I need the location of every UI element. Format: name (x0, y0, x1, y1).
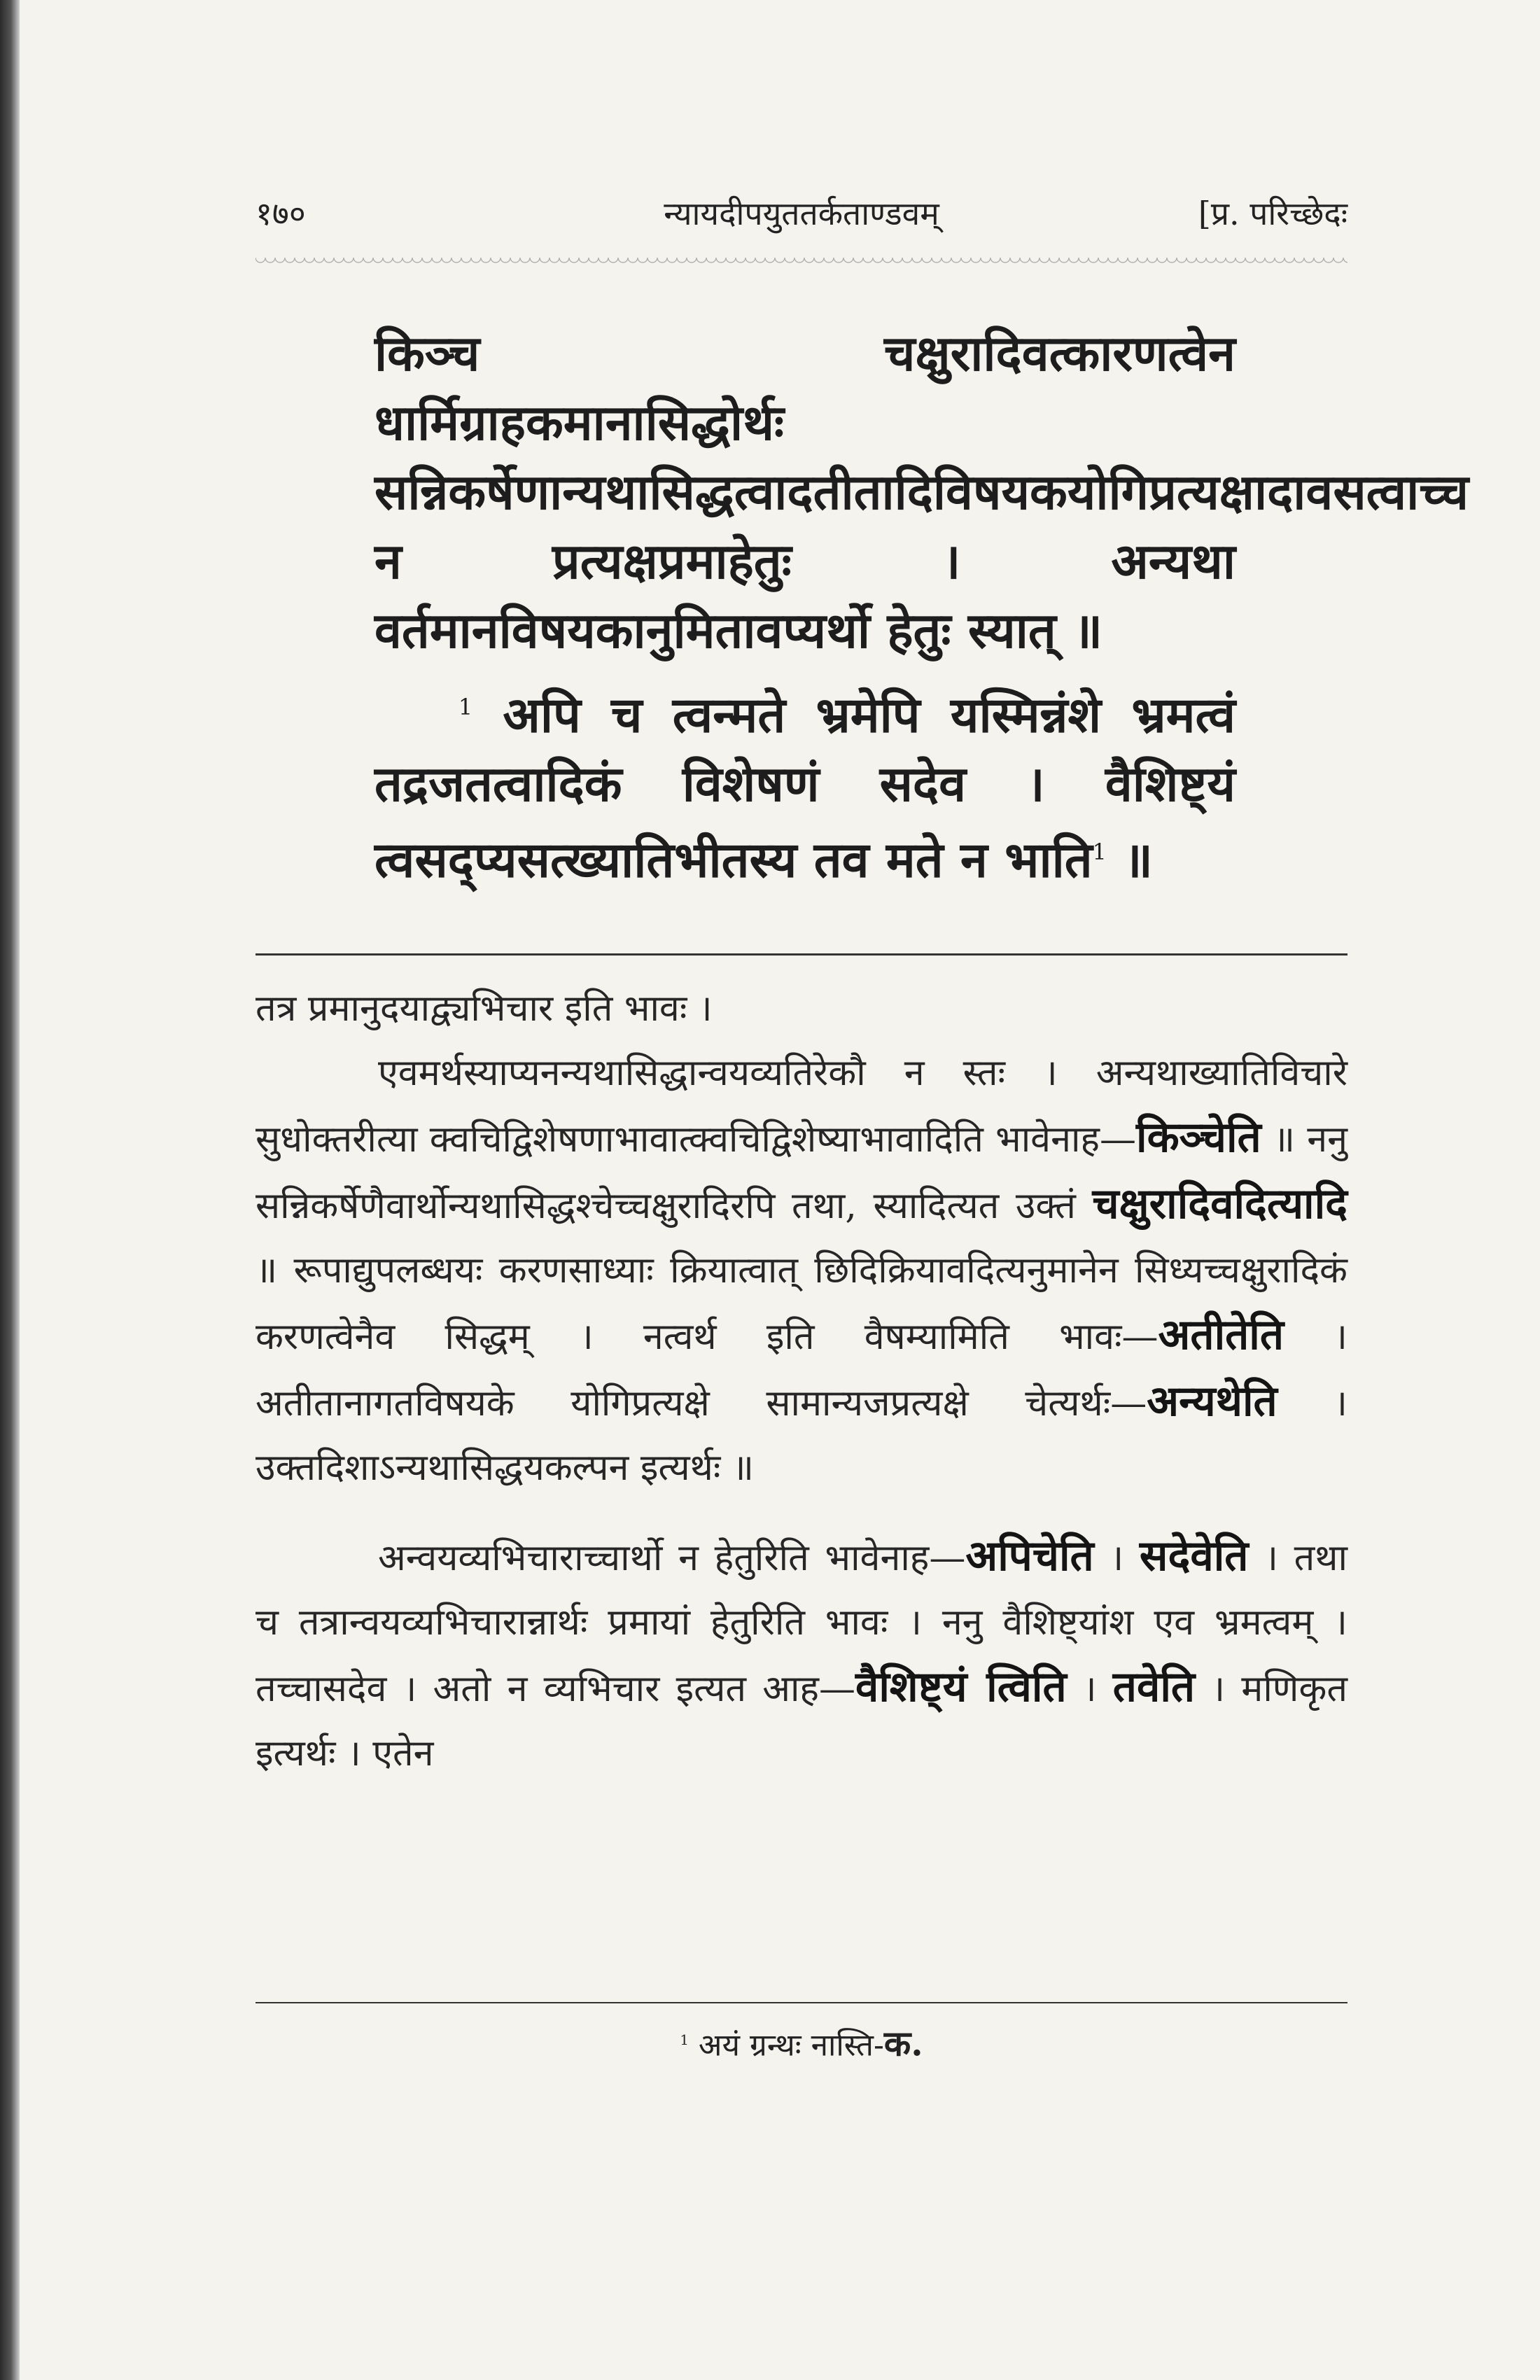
root-text-paragraph-2-body: अपि च त्वन्मते भ्रमेपि यस्मिन्नंशे भ्रमत्वं तद्रजतत्वादिकं विशेषणं सदेव । वैशिष्ट्यं त्वसद्प्यसत्ख्यातिभीतस्य तव मते न भाति (374, 685, 1236, 889)
commentary-text: । मणिकृत इत्यर्थः । एतेन (255, 1668, 1348, 1774)
commentary-text: । (1093, 1537, 1140, 1579)
pratika-cakshuradi: चक्षुरादिवदित्यादि (1092, 1180, 1348, 1228)
pratika-taveti: तवेति (1112, 1662, 1196, 1712)
page-number: १७० (255, 195, 306, 232)
footnote-divider (255, 2002, 1348, 2003)
running-title: न्यायदीपयुततर्कताण्डवम् (664, 195, 939, 232)
commentary-text: । (1066, 1668, 1113, 1710)
footnote-ref-end: 1 (1092, 840, 1107, 866)
pratika-sadeveti: सदेवेति (1139, 1532, 1249, 1581)
root-text (374, 318, 1469, 895)
commentary-text: अन्वयव्यभिचाराच्चार्थो न हेतुरिति भावेनाह— (378, 1537, 966, 1579)
footnote-ref-start: 1 (458, 695, 473, 720)
root-text-paragraph-2 (374, 673, 1236, 895)
commentary (255, 976, 1348, 1786)
commentary-line-0: तत्र प्रमानुदयाद्व्यभिचार इति भावः । (255, 988, 713, 1030)
page-binding-edge (0, 0, 20, 2380)
pratika-vaisishtyam: वैशिष्ट्यं त्विति (855, 1662, 1067, 1712)
commentary-divider (255, 953, 1348, 955)
pratika-apiceti: अपिचेति (965, 1532, 1094, 1581)
header-wavy-rule (255, 258, 1348, 269)
section-label: [प्र. परिच्छेदः (1198, 195, 1348, 232)
root-text-paragraph-1: किञ्च चक्षुरादिवत्कारणत्वेन धार्मिग्राहकमानासिद्धोर्थः सन्निकर्षेणान्यथासिद्धत्वादतीतादिविषयकयोगिप्रत्यक्षादावसत्वाच्च न प्रत्यक्षप्रमाहेतुः । अन्यथा वर्तमानविषयकानुमितावप्यर्थो हेतुः स्यात् ॥ (374, 324, 1469, 659)
commentary-text: ॥ ननु सन्निकर्षेणैवार्थोन्यथासिद्धश्चेच्चक्षुरादिरपि तथा, स्यादित्यत उक्तं (255, 1119, 1348, 1227)
commentary-text: । तथा च तत्रान्वयव्यभिचारान्नार्थः प्रमायां हेतुरिति भावः । ननु वैशिष्ट्यांश एव भ्रमत्वम् । तच्चासदेव । अतो न व्यभिचार इत्यत आह— (255, 1537, 1348, 1710)
commentary-text: । अतीतानागतविषयके योगिप्रत्यक्षे सामान्यजप्रत्यक्षे चेत्यर्थः— (255, 1316, 1348, 1424)
commentary-paragraph-1 (255, 1041, 1348, 1500)
footnote-source: क. (883, 2022, 923, 2064)
commentary-text: । उक्तदिशाऽन्यथासिद्धयकल्पन इत्यर्थः ॥ (255, 1382, 1348, 1489)
footnote-marker: 1 (680, 2032, 689, 2048)
commentary-text: एवमर्थस्याप्यनन्यथासिद्धान्वयव्यतिरेकौ न स्तः । अन्यथाख्यातिविचारे सुधोक्तरीत्या क्वचिद्विशेषणाभावात्क्वचिद्विशेष्याभावादिति भावेनाह— (255, 1052, 1348, 1161)
pratika-atiteti: अतीतेति (1158, 1310, 1284, 1359)
commentary-text: ॥ रूपाद्युपलब्धयः करणसाध्याः क्रियात्वात् छिदिक्रियावदित्यनुमानेन सिध्यच्चक्षुरादिकं करणत्वेनैव सिद्धम् । नत्वर्थ इति वैषम्यामिति भावः— (255, 1250, 1348, 1358)
root-text-end-mark: ॥ (1124, 830, 1153, 889)
pratika-anyatheti: अन्यथेति (1147, 1377, 1278, 1426)
footnote (255, 2016, 1348, 2071)
pratika-kinceti: किञ्चेति (1136, 1113, 1261, 1162)
commentary-paragraph-2 (255, 1524, 1348, 1786)
footnote-text: अयं ग्रन्थः नास्ति- (698, 2027, 884, 2064)
